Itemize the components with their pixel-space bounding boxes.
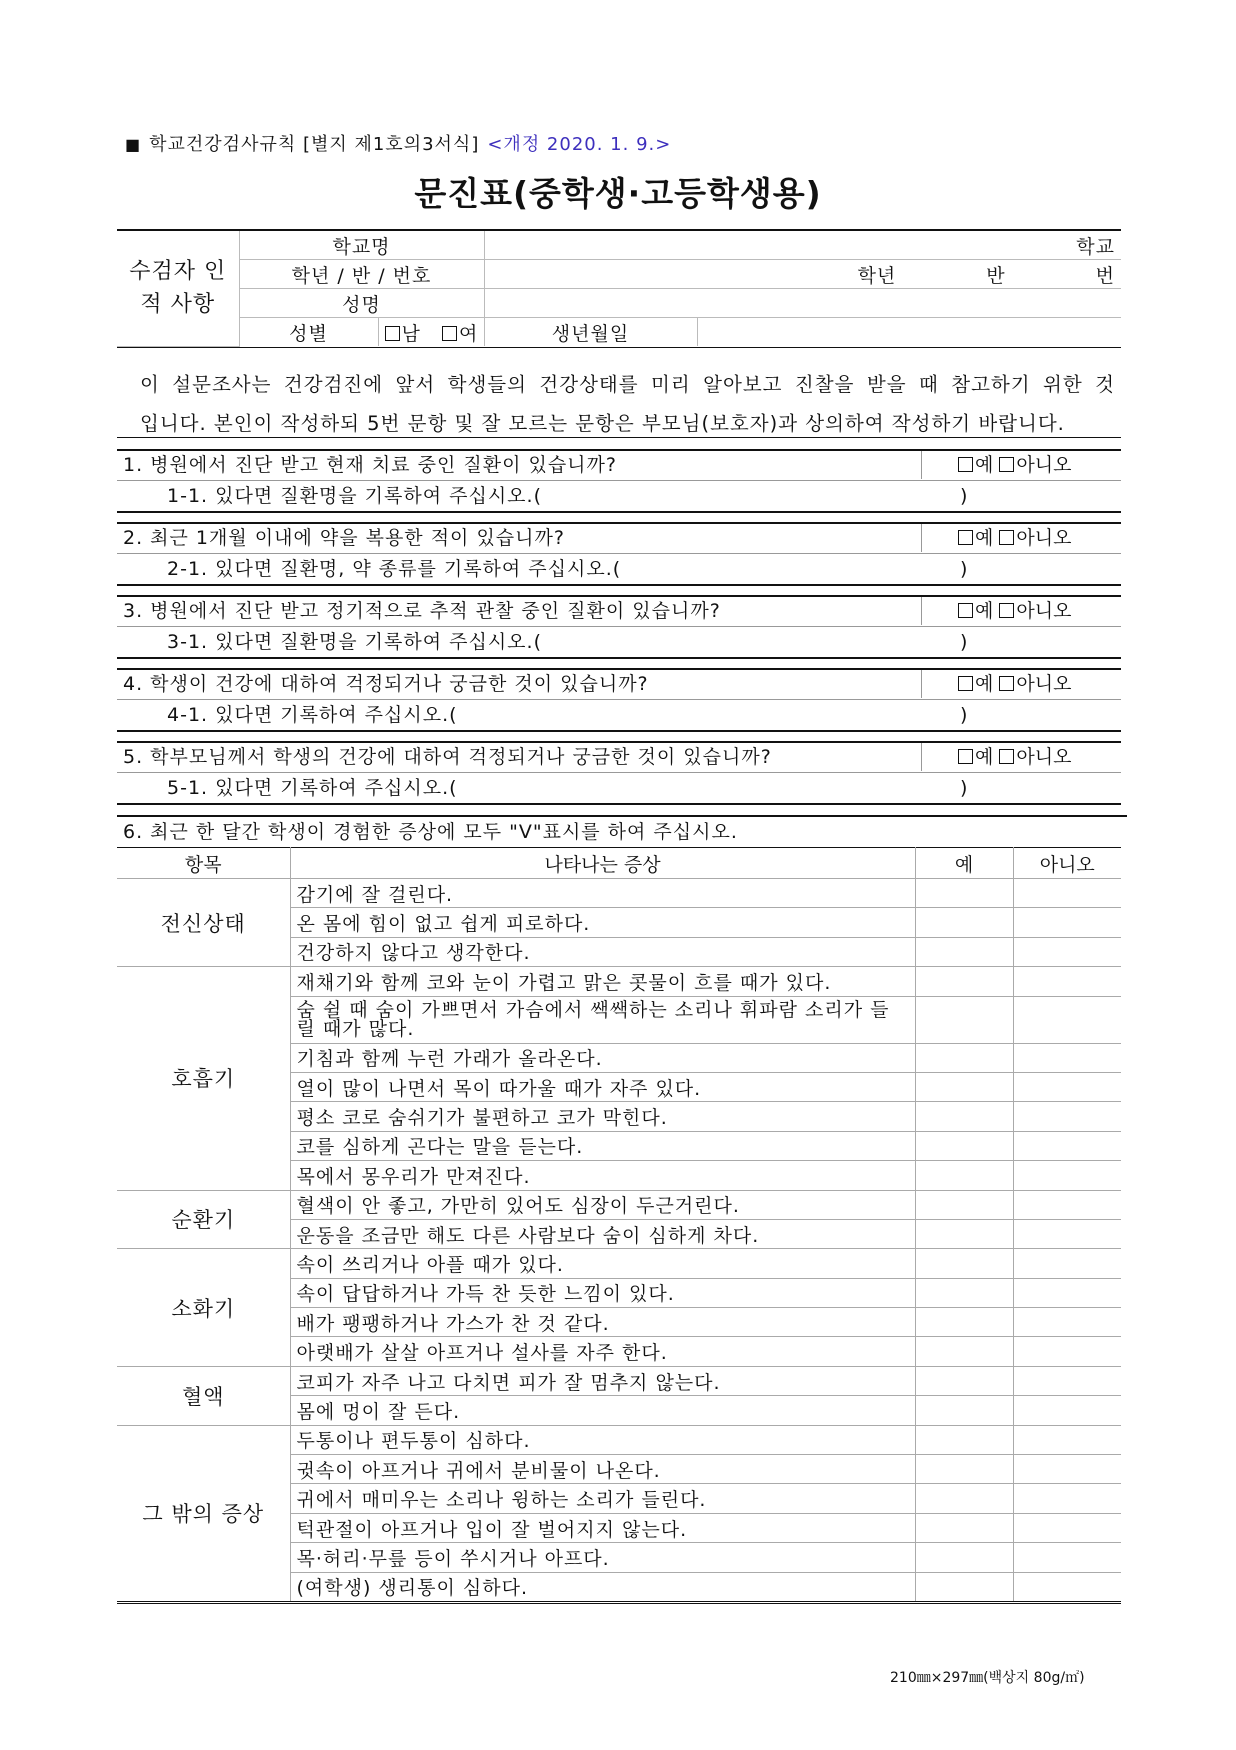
category-label: 혈액 bbox=[117, 1366, 290, 1425]
table-row bbox=[117, 967, 1121, 996]
no-check-cell[interactable] bbox=[1013, 1161, 1121, 1190]
no-check-cell[interactable] bbox=[1013, 1102, 1121, 1131]
intro-text bbox=[140, 365, 1115, 443]
symptom-text: 열이 많이 나면서 목이 따가울 때가 자주 있다. bbox=[290, 1072, 915, 1101]
school-field[interactable] bbox=[484, 231, 1121, 260]
symptom-text: 목에서 몽우리가 만져진다. bbox=[290, 1161, 915, 1190]
symptom-text: 속이 쓰리거나 아플 때가 있다. bbox=[290, 1249, 915, 1278]
no-check-cell[interactable] bbox=[1013, 1308, 1121, 1337]
table-row bbox=[117, 1425, 1121, 1454]
yes-no-options bbox=[921, 524, 1121, 552]
no-check-cell[interactable] bbox=[1013, 1455, 1121, 1484]
symptom-text: (여학생) 생리통이 심하다. bbox=[290, 1572, 915, 1602]
question-text: 1. 병원에서 진단 받고 현재 치료 중인 질환이 있습니까? bbox=[123, 454, 617, 476]
symptom-text: 코피가 자주 나고 다치면 피가 잘 멈추지 않는다. bbox=[290, 1366, 915, 1395]
no-checkbox[interactable] bbox=[999, 676, 1014, 691]
close-paren: ) bbox=[960, 631, 968, 653]
no-checkbox[interactable] bbox=[999, 749, 1014, 764]
no-label: 아니오 bbox=[1016, 673, 1072, 695]
yes-check-cell[interactable] bbox=[915, 1396, 1013, 1425]
grade-label: 학년 / 반 / 번호 bbox=[239, 260, 484, 289]
symptom-text: 두통이나 편두통이 심하다. bbox=[290, 1425, 915, 1454]
no-label: 아니오 bbox=[1016, 746, 1072, 768]
table-row bbox=[117, 1190, 1121, 1219]
no-check-cell[interactable] bbox=[1013, 1219, 1121, 1248]
yes-checkbox[interactable] bbox=[958, 676, 973, 691]
header-category: 항목 bbox=[117, 848, 290, 879]
class-suffix: 반 bbox=[986, 264, 1006, 287]
grade-suffix: 학년 bbox=[857, 264, 897, 287]
category-label: 소화기 bbox=[117, 1249, 290, 1367]
table-row bbox=[117, 879, 1121, 908]
yes-label: 예 bbox=[975, 673, 994, 695]
no-check-cell[interactable] bbox=[1013, 1366, 1121, 1395]
no-check-cell[interactable] bbox=[1013, 1513, 1121, 1542]
close-paren: ) bbox=[960, 704, 968, 726]
yes-check-cell[interactable] bbox=[915, 1161, 1013, 1190]
yes-no-options bbox=[921, 597, 1121, 625]
yes-label: 예 bbox=[975, 746, 994, 768]
sub-question-text: 3-1. 있다면 질환명을 기록하여 주십시오.( bbox=[167, 631, 542, 653]
yes-check-cell[interactable] bbox=[915, 1072, 1013, 1101]
symptom-text: 건강하지 않다고 생각한다. bbox=[290, 937, 915, 966]
yes-check-cell[interactable] bbox=[915, 1513, 1013, 1542]
yes-check-cell[interactable] bbox=[915, 1308, 1013, 1337]
yes-check-cell[interactable] bbox=[915, 1572, 1013, 1602]
no-check-cell[interactable] bbox=[1013, 1337, 1121, 1366]
symptom-text: 목·허리·무릎 등이 쑤시거나 아프다. bbox=[290, 1543, 915, 1572]
intro-line-1: 이 설문조사는 건강검진에 앞서 학생들의 건강상태를 미리 알아보고 진찰을 받을 때 참고하기 위한 것 bbox=[140, 373, 1115, 396]
question-text: 3. 병원에서 진단 받고 정기적으로 추적 관찰 중인 질환이 있습니까? bbox=[123, 600, 721, 622]
question-3 bbox=[117, 595, 1121, 659]
header-no: 아니오 bbox=[1013, 848, 1121, 879]
symptom-text: 속이 답답하거나 가득 찬 듯한 느낌이 있다. bbox=[290, 1278, 915, 1307]
yes-no-options bbox=[921, 743, 1121, 771]
no-check-cell[interactable] bbox=[1013, 1396, 1121, 1425]
birth-label: 생년월일 bbox=[484, 318, 697, 347]
close-paren: ) bbox=[960, 558, 968, 580]
yes-check-cell[interactable] bbox=[915, 1337, 1013, 1366]
no-check-cell[interactable] bbox=[1013, 967, 1121, 996]
yes-label: 예 bbox=[975, 454, 994, 476]
identity-table bbox=[117, 231, 1121, 347]
name-field[interactable] bbox=[484, 289, 1121, 318]
question-text: 5. 학부모님께서 학생의 건강에 대하여 걱정되거나 궁금한 것이 있습니까? bbox=[123, 746, 772, 768]
sub-question-text: 1-1. 있다면 질환명을 기록하여 주십시오.( bbox=[167, 485, 542, 507]
no-check-cell[interactable] bbox=[1013, 1249, 1121, 1278]
page-title: 문진표(중학생·고등학생용) bbox=[414, 174, 822, 213]
yes-check-cell[interactable] bbox=[915, 996, 1013, 1043]
no-check-cell[interactable] bbox=[1013, 1190, 1121, 1219]
divider bbox=[117, 437, 1121, 438]
symptom-text: 평소 코로 숨쉬기가 불편하고 코가 막힌다. bbox=[290, 1102, 915, 1131]
header-yes: 예 bbox=[915, 848, 1013, 879]
gender-label: 성별 bbox=[239, 318, 378, 347]
yes-check-cell[interactable] bbox=[915, 908, 1013, 937]
number-suffix: 번 bbox=[1095, 264, 1115, 287]
black-square-icon: ■ bbox=[125, 135, 142, 154]
yes-check-cell[interactable] bbox=[915, 1131, 1013, 1160]
yes-check-cell[interactable] bbox=[915, 1043, 1013, 1072]
table-row bbox=[117, 1249, 1121, 1278]
symptom-text: 귓속이 아프거나 귀에서 분비물이 나온다. bbox=[290, 1455, 915, 1484]
no-check-cell[interactable] bbox=[1013, 879, 1121, 908]
name-label: 성명 bbox=[239, 289, 484, 318]
symptom-text: 숨 쉴 때 숨이 가쁘면서 가슴에서 쌕쌕하는 소리나 휘파람 소리가 들릴 때가 많다. bbox=[290, 996, 915, 1043]
yes-check-cell[interactable] bbox=[915, 1249, 1013, 1278]
male-checkbox[interactable] bbox=[385, 326, 400, 341]
question-6: 6. 최근 한 달간 학생이 경험한 증상에 모두 "V"표시를 하여 주십시오. bbox=[117, 815, 1127, 847]
sub-question-text: 2-1. 있다면 질환명, 약 종류를 기록하여 주십시오.( bbox=[167, 558, 622, 580]
question-text: 2. 최근 1개월 이내에 약을 복용한 적이 있습니까? bbox=[123, 527, 565, 549]
grade-class-number-field[interactable] bbox=[484, 260, 1121, 289]
yes-checkbox[interactable] bbox=[958, 603, 973, 618]
revision-date: <개정 2020. 1. 9.> bbox=[487, 134, 672, 155]
identity-section bbox=[117, 229, 1121, 348]
yes-checkbox[interactable] bbox=[958, 749, 973, 764]
symptom-text: 혈색이 안 좋고, 가만히 있어도 심장이 두근거린다. bbox=[290, 1190, 915, 1219]
category-label: 순환기 bbox=[117, 1190, 290, 1249]
symptom-text: 감기에 잘 걸린다. bbox=[290, 879, 915, 908]
question-5 bbox=[117, 741, 1121, 805]
no-check-cell[interactable] bbox=[1013, 908, 1121, 937]
symptom-text: 몸에 멍이 잘 든다. bbox=[290, 1396, 915, 1425]
yes-check-cell[interactable] bbox=[915, 967, 1013, 996]
intro-line-2: 입니다. 본인이 작성하되 5번 문항 및 잘 모르는 문항은 부모님(보호자)과 상의하여 작성하기 바랍니다. bbox=[140, 412, 1065, 435]
yes-check-cell[interactable] bbox=[915, 1484, 1013, 1513]
yes-checkbox[interactable] bbox=[958, 530, 973, 545]
question-2 bbox=[117, 522, 1121, 586]
no-label: 아니오 bbox=[1016, 527, 1072, 549]
no-check-cell[interactable] bbox=[1013, 1484, 1121, 1513]
identity-section-label: 수검자 인적 사항 bbox=[117, 231, 239, 346]
symptom-text: 온 몸에 힘이 없고 쉽게 피로하다. bbox=[290, 908, 915, 937]
question-1 bbox=[117, 449, 1121, 513]
category-label: 전신상태 bbox=[117, 879, 290, 967]
symptom-text: 턱관절이 아프거나 입이 잘 벌어지지 않는다. bbox=[290, 1513, 915, 1542]
category-label: 호흡기 bbox=[117, 967, 290, 1190]
close-paren: ) bbox=[960, 485, 968, 507]
symptom-text: 코를 심하게 곤다는 말을 듣는다. bbox=[290, 1131, 915, 1160]
yes-check-cell[interactable] bbox=[915, 1102, 1013, 1131]
symptom-text: 기침과 함께 누런 가래가 올라온다. bbox=[290, 1043, 915, 1072]
no-check-cell[interactable] bbox=[1013, 996, 1121, 1043]
male-label: 남 bbox=[401, 322, 421, 345]
no-checkbox[interactable] bbox=[999, 457, 1014, 472]
symptom-text: 배가 팽팽하거나 가스가 찬 것 같다. bbox=[290, 1308, 915, 1337]
question-4 bbox=[117, 668, 1121, 732]
yes-check-cell[interactable] bbox=[915, 937, 1013, 966]
no-check-cell[interactable] bbox=[1013, 937, 1121, 966]
no-checkbox[interactable] bbox=[999, 530, 1014, 545]
paper-size-note: 210㎜×297㎜(백상지 80g/㎡) bbox=[890, 1670, 1085, 1686]
symptoms-table bbox=[117, 847, 1121, 1604]
no-check-cell[interactable] bbox=[1013, 1043, 1121, 1072]
school-suffix: 학교 bbox=[1076, 235, 1115, 258]
sub-question-text: 5-1. 있다면 기록하여 주십시오.( bbox=[167, 777, 458, 799]
yes-check-cell[interactable] bbox=[915, 879, 1013, 908]
yes-label: 예 bbox=[975, 527, 994, 549]
table-row bbox=[117, 1366, 1121, 1395]
symptom-text: 재채기와 함께 코와 눈이 가렵고 맑은 콧물이 흐를 때가 있다. bbox=[290, 967, 915, 996]
yes-checkbox[interactable] bbox=[958, 457, 973, 472]
close-paren: ) bbox=[960, 777, 968, 799]
yes-no-options bbox=[921, 670, 1121, 698]
symptom-text: 아랫배가 살살 아프거나 설사를 자주 한다. bbox=[290, 1337, 915, 1366]
no-check-cell[interactable] bbox=[1013, 1072, 1121, 1101]
female-label: 여 bbox=[458, 322, 479, 345]
question-text: 4. 학생이 건강에 대하여 걱정되거나 궁금한 것이 있습니까? bbox=[123, 673, 649, 695]
no-check-cell[interactable] bbox=[1013, 1543, 1121, 1572]
symptom-text: 운동을 조금만 해도 다른 사람보다 숨이 심하게 차다. bbox=[290, 1219, 915, 1248]
gender-options bbox=[378, 318, 484, 347]
no-label: 아니오 bbox=[1016, 454, 1072, 476]
form-reference-text: 학교건강검사규칙 [별지 제1호의3서식] bbox=[149, 134, 480, 155]
symptom-text: 귀에서 매미우는 소리나 윙하는 소리가 들린다. bbox=[290, 1484, 915, 1513]
category-label: 그 밖의 증상 bbox=[117, 1425, 290, 1602]
birth-field[interactable] bbox=[697, 318, 1121, 347]
yes-label: 예 bbox=[975, 600, 994, 622]
yes-no-options bbox=[921, 451, 1121, 479]
no-check-cell[interactable] bbox=[1013, 1572, 1121, 1602]
form-reference bbox=[125, 130, 671, 156]
yes-check-cell[interactable] bbox=[915, 1425, 1013, 1454]
yes-check-cell[interactable] bbox=[915, 1219, 1013, 1248]
no-check-cell[interactable] bbox=[1013, 1131, 1121, 1160]
yes-check-cell[interactable] bbox=[915, 1190, 1013, 1219]
yes-check-cell[interactable] bbox=[915, 1455, 1013, 1484]
female-checkbox[interactable] bbox=[442, 326, 457, 341]
no-label: 아니오 bbox=[1016, 600, 1072, 622]
no-checkbox[interactable] bbox=[999, 603, 1014, 618]
school-label: 학교명 bbox=[239, 231, 484, 260]
yes-check-cell[interactable] bbox=[915, 1278, 1013, 1307]
no-check-cell[interactable] bbox=[1013, 1425, 1121, 1454]
yes-check-cell[interactable] bbox=[915, 1543, 1013, 1572]
yes-check-cell[interactable] bbox=[915, 1366, 1013, 1395]
sub-question-text: 4-1. 있다면 기록하여 주십시오.( bbox=[167, 704, 458, 726]
header-symptom: 나타나는 증상 bbox=[290, 848, 915, 879]
no-check-cell[interactable] bbox=[1013, 1278, 1121, 1307]
